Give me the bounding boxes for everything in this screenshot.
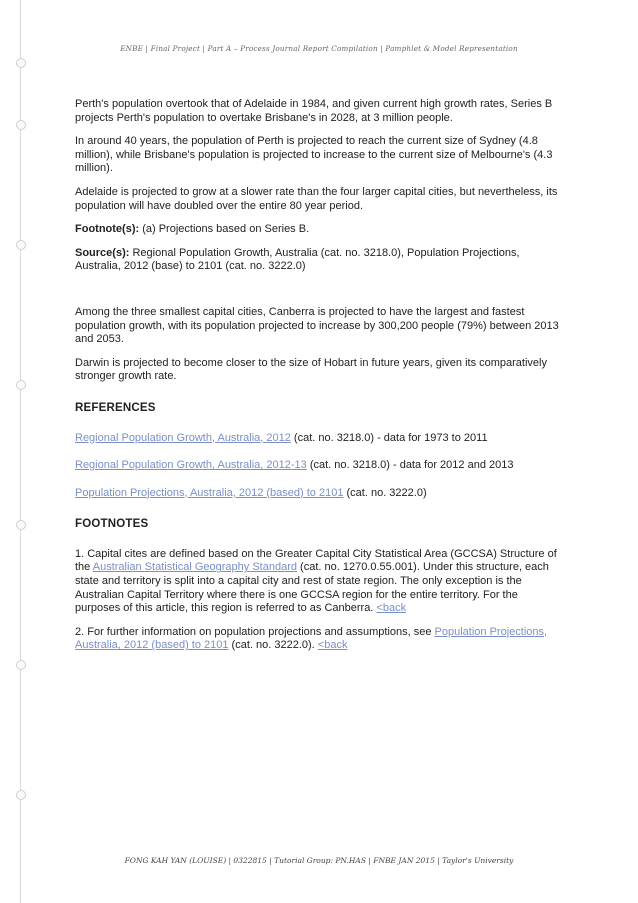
footnote-text: (a) Projections based on Series B. [139,223,310,236]
footnote-1-continued: (cat. no. 1270.0.55.001). Under this structure, each state and territory is split into a capital city and rest of state region. The only exception is the Australian Capital Territory where there is one GCCSA region for the entire territory. For the purposes of this article, this region is referred to as Canberra. [75,561,549,615]
reference-link[interactable]: Regional Population Growth, Australia, 2012-13 [75,459,307,472]
reference-text: (cat. no. 3218.0) - data for 1973 to 2011 [290,431,488,444]
footnote-1-text: 1. Capital cites are defined based on the Greater Capital City Statistical Area (GCCSA) Structure of the [75,547,557,574]
footnotes-heading: FOOTNOTES [75,518,149,531]
reference-link[interactable]: Population Projections, Australia, 2012 (based) to 2101 [75,486,344,499]
footnote-line [75,223,565,237]
reference-text: (cat. no. 3218.0) - data for 2012 and 2013 [306,459,514,472]
source-line [75,247,565,274]
back-link[interactable]: <back [376,602,407,615]
paragraph-adelaide: Adelaide is projected to grow at a slower rate than the four larger capital cities, but nevertheless, its population will have doubled over the entire 80 year period. [75,185,558,212]
document-body [75,98,565,663]
footnote-2-text: 2. For further information on population projections and assumptions, see [75,625,435,638]
page-footer: FONG KAH YAN (LOUISE) | 0322815 | Tutorial Group: PN.HAS | FNBE JAN 2015 | Taylor's University [124,856,514,865]
footnote-2 [75,626,565,653]
paragraph-canberra: Among the three smallest capital cities, Canberra is projected to have the largest and fastest population growth, with its population projected to increase by 300,200 people (79%) between 2013 and 2053. [75,305,559,346]
references-heading: REFERENCES [75,401,156,414]
paragraph-sydney: In around 40 years, the population of Perth is projected to reach the current size of Sydney (4.8 million), while Brisbane's population is projected to increase to the current size of Melbourne's (4.3 million). [75,135,553,175]
source-label: Source(s): [75,246,130,259]
asgs-link[interactable]: Australian Statistical Geography Standard [92,561,297,574]
paragraph-perth: Perth's population overtook that of Adelaide in 1984, and given current high growth rates, Series B projects Perth's population to overtake Brisbane's in 2028, at 3 million people. [75,98,553,124]
binder-line [20,0,21,903]
reference-text: (cat. no. 3222.0) [343,486,427,499]
footnote-1 [75,548,565,616]
reference-item [75,459,565,473]
reference-item [75,432,565,446]
reference-item [75,487,565,501]
back-link[interactable]: <back [317,639,348,652]
projections-link[interactable]: Population Projections, Australia, 2012 (based) to 2101 [75,625,548,652]
footnote-label: Footnote(s): [75,223,140,236]
footnote-2-continued: (cat. no. 3222.0). [228,639,315,652]
reference-link[interactable]: Regional Population Growth, Australia, 2012 [75,431,291,444]
page-header: ENBE | Final Project | Part A – Process Journal Report Compilation | Pamphlet & Model Representation [120,44,518,53]
source-text: Regional Population Growth, Australia (cat. no. 3218.0), Population Projections, Australia, 2012 (base) to 2101 (cat. no. 3222.0) [75,246,520,273]
paragraph-darwin: Darwin is projected to become closer to the size of Hobart in future years, given its comparatively stronger growth rate. [75,356,547,383]
